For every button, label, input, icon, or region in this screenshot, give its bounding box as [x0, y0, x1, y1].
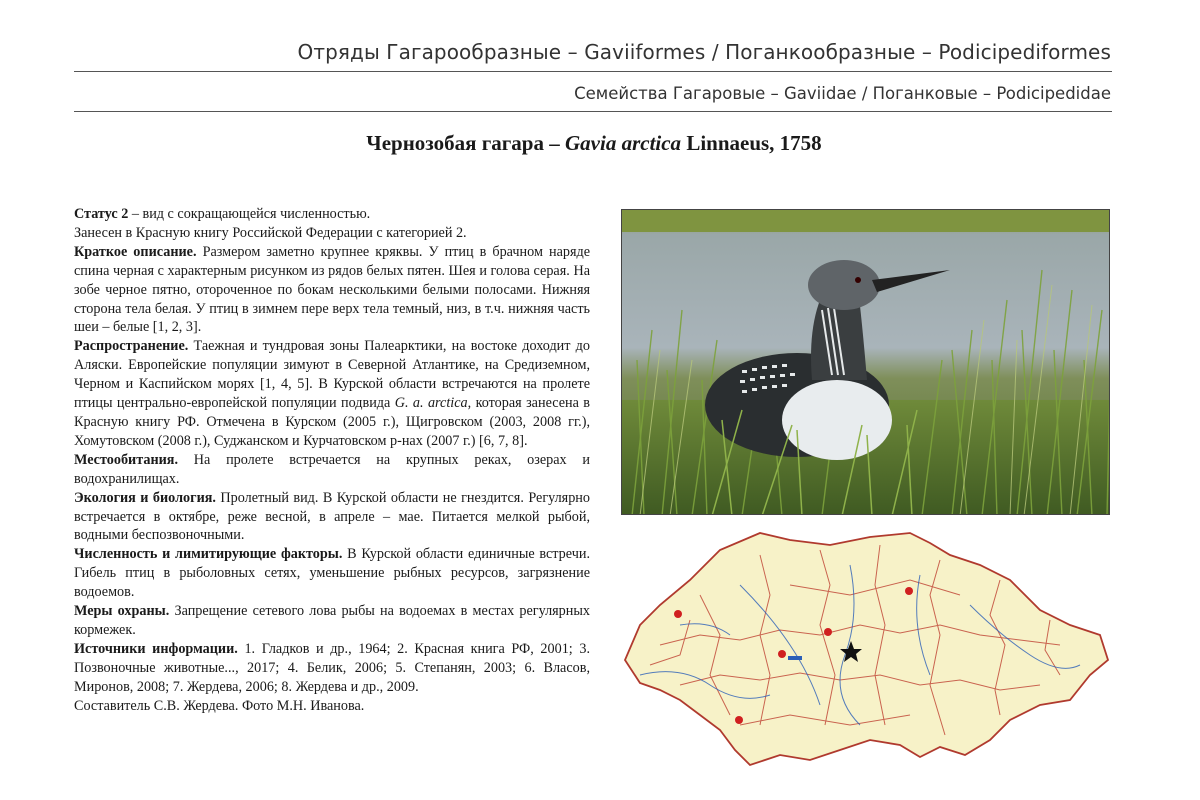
range-text-2: , которая занесена в Красную книгу РФ. Отмечена в Курском (2005 г.), Щигровском (2003, 2008 гг.), Хомутовском (2008 г.), Суджанском и Курчатовском р-нах (2007 г.) [6, 7, 8]. — [74, 395, 590, 449]
factors-label: Численность и лимитирующие факторы. — [74, 546, 343, 563]
protection-label: Меры охраны. — [74, 603, 170, 620]
ecology-label: Экология и биология. — [74, 489, 216, 506]
species-description — [74, 205, 590, 715]
ecology-text: Пролетный вид. В Курской области не гнездится. Регулярно встречается в октябре, реже весной, в апреле – мае. Питается мелкой рыбой, водными беспозвоночными. — [74, 489, 590, 544]
factors-paragraph — [74, 545, 590, 602]
protection-paragraph — [74, 602, 590, 640]
ecology-paragraph — [74, 489, 590, 546]
factors-text: В Курской области единичные встречи. Гибель птиц в рыболовных сетях, уменьшение рыбных ресурсов, загрязнение водоемов. — [74, 546, 590, 601]
families-header: Семейства Гагаровые – Gaviidae / Поганковые – Podicipedidae — [574, 84, 1111, 103]
loon-photo — [621, 209, 1110, 515]
habitat-label: Местообитания. — [74, 451, 179, 468]
header-rule — [74, 71, 1112, 72]
status-paragraph — [74, 205, 590, 224]
status-text: – вид с сокращающейся численностью. — [128, 206, 371, 222]
status-paragraph-2: Занесен в Красную книгу Российской Федерации с категорией 2. — [74, 224, 467, 241]
habitat-text: На пролете встречается на крупных реках, озерах и водохранилищах. — [74, 451, 590, 487]
subheader-rule — [74, 111, 1112, 112]
species-latin-name: Gavia arctica — [565, 131, 682, 155]
orders-header: Отряды Гагарообразные – Gaviiformes / Поганкообразные – Podicipediformes — [297, 40, 1111, 64]
subspecies-name: G. a. arctica — [394, 395, 468, 412]
description-label: Краткое описание. — [74, 243, 197, 260]
habitat-paragraph — [74, 451, 590, 489]
sources-label: Источники информации. — [74, 640, 238, 657]
description-text: Размером заметно крупнее кряквы. У птиц в брачном наряде спина черная с характерным рисунком из рядов белых пятен. Шея и голова серая. На зобе черное пятно, отороченное по бокам несколькими белыми полосами. Нижняя сторона тела белая. У птиц в зимнем пере верх тела темный, низ, в т.ч. нижняя часть шеи – белые [1, 2, 3]. — [74, 243, 591, 336]
species-title — [0, 131, 1188, 156]
species-author: Linnaeus, 1758 — [686, 131, 822, 155]
description-paragraph — [74, 243, 590, 338]
range-label: Распространение. — [74, 338, 189, 355]
range-paragraph — [74, 337, 590, 450]
status-label: Статус 2 — [74, 206, 129, 222]
range-text: Таежная и тундровая зоны Палеарктики, на востоке доходит до Аляски. Европейские популяции зимуют в Северной Атлантике, на Средиземном, Черном и Каспийском морях [1, 4, 5]. В Курской области встречаются на пролете птицы центрально-европейской популяции подвида — [74, 338, 590, 412]
protection-text: Запрещение сетевого лова рыбы на водоемах в местах регулярных кормежек. — [74, 603, 590, 638]
kursk-region-outline — [625, 533, 1108, 765]
sources-paragraph — [74, 640, 590, 697]
sources-text: 1. Гладков и др., 1964; 2. Красная книга РФ, 2001; 3. Позвоночные животные..., 2017; 4. Белик, 2006; 5. Степанян, 2003; 6. Власов, Миронов, 2008; 7. Жердева, 2006; 8. Жердева и др., 2009. — [74, 640, 590, 695]
species-ru-name: Чернозобая гагара – — [366, 131, 560, 155]
distribution-map — [620, 525, 1112, 770]
compiler-line: Составитель С.В. Жердева. Фото М.Н. Иванова. — [74, 697, 365, 714]
